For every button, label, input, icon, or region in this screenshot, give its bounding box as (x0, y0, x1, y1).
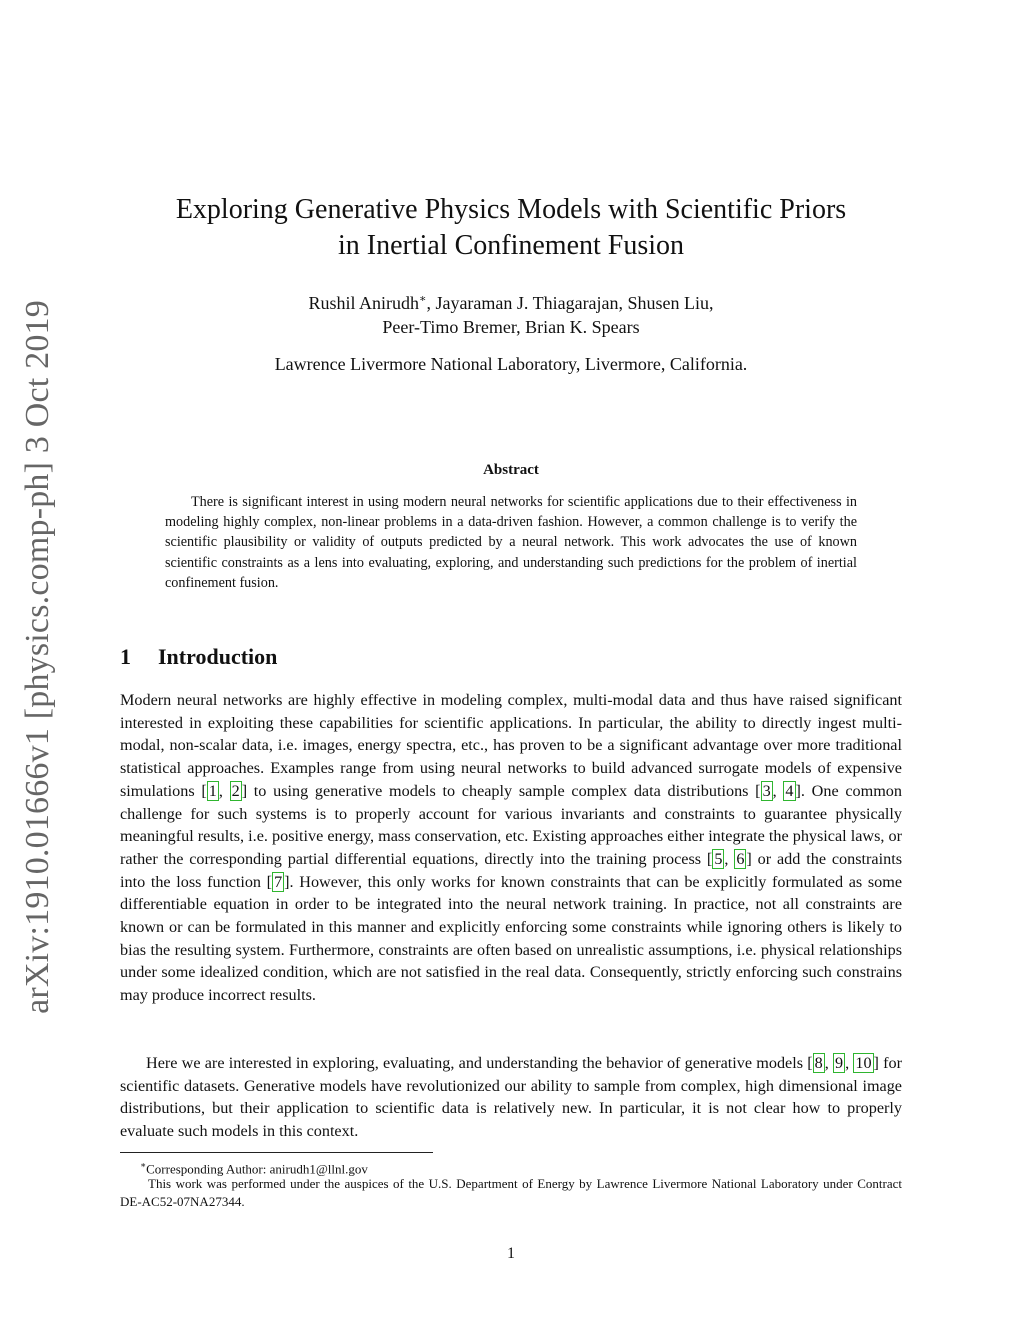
paper-title (120, 192, 902, 264)
text-run: , (824, 1054, 833, 1072)
text-run: ] to using generative models to cheaply sample complex data distributions [ (241, 781, 761, 800)
title-line-1: Exploring Generative Physics Models with Scientific Priors (175, 194, 847, 225)
section-heading (120, 643, 277, 671)
citation-link[interactable]: 4 (785, 781, 794, 800)
footnote-text: Corresponding Author: anirudh1@llnl.gov (146, 1161, 368, 1177)
citation-link[interactable]: 6 (736, 849, 745, 868)
author-line-2: Peer-Timo Bremer, Brian K. Spears (382, 317, 640, 337)
text-run: , (218, 781, 230, 800)
citation-link[interactable]: 10 (855, 1054, 872, 1072)
author-first: Rushil Anirudh (308, 293, 419, 313)
arxiv-stamp (10, 300, 66, 1014)
author-rest-line-1: , Jayaraman J. Thiagarajan, Shusen Liu, (426, 293, 714, 313)
intro-paragraph-1 (120, 689, 902, 1007)
footnote-divider (120, 1152, 433, 1153)
text-run: ] for scientific datasets. Generative models have revolutionized our ability to sample from complex, high dimensional image distributions, but their application to scientific data is relatively new. In particular, it is not clear how to properly evaluate such models in this context. (120, 1054, 903, 1141)
abstract-heading: Abstract (483, 462, 539, 478)
page-number: 1 (507, 1245, 515, 1262)
footnote-funding: This work was performed under the auspices of the U.S. Department of Energy by Lawrence Livermore National Laboratory under Contract DE-AC52-07NA27344. (120, 1176, 902, 1209)
text-run: ]. However, this only works for known constraints that can be explicitly formulated as some differentiable equation in order to be integrated into the neural network training. In practice, not all constraints are known or can be formulated in this manner and explicitly enforcing some constraints while ignoring others is likely to bias the resulting system. Furthermore, constraints are often based on unrealistic assumptions, i.e. physical relationships under some idealized condition, which are not satisfied in the real data. Consequently, strictly enforcing such constrains may produce incorrect results. (120, 872, 903, 1005)
section-title: Introduction (158, 644, 278, 669)
text-run: ] or add the constraints into the loss function [ (120, 849, 902, 891)
text-run: Here we are interested in exploring, evaluating, and understanding the behavior of generative models [ (146, 1054, 813, 1072)
section-number: 1 (120, 644, 131, 669)
citation-link[interactable]: 1 (208, 781, 217, 800)
citation-link[interactable]: 5 (714, 849, 723, 868)
affiliation: Lawrence Livermore National Laboratory, Livermore, California. (274, 354, 748, 374)
citation-link[interactable]: 3 (762, 781, 771, 800)
citation-link[interactable]: 2 (231, 781, 240, 800)
title-line-2: in Inertial Confinement Fusion (337, 230, 685, 261)
text-run: , (845, 1054, 854, 1072)
text-run: , (772, 781, 784, 800)
author-footnote-mark[interactable]: ∗ (418, 293, 427, 305)
citation-link[interactable]: 7 (274, 872, 283, 891)
text-run: , (724, 849, 735, 868)
text-run: Modern neural networks are highly effective in modeling complex, multi-modal data and thus have raised significant interested in exploiting these capabilities for scientific applications. In particular, the ability to directly ingest multi-modal, non-scalar data, i.e. images, energy spectra, etc., has proven to be a significant advantage over more traditional statistical approaches. Examples range from using neural networks to build advanced surrogate models of expensive simulations [ (120, 691, 902, 800)
text-run: ]. One common challenge for such systems is to properly account for various invariants and constraints to guarantee physically meaningful results, i.e. positive energy, mass conservation, etc. Existing approaches either integrate the physical laws, or rather the corresponding partial differential equations, directly into the training process [ (120, 781, 902, 868)
author-list (120, 287, 902, 339)
arxiv-stamp-text: arXiv:1910.01666v1 [physics.comp-ph] 3 Oct 2019 (19, 300, 57, 1014)
citation-link[interactable]: 8 (814, 1054, 823, 1072)
citation-link[interactable]: 9 (835, 1054, 844, 1072)
intro-paragraph-2 (120, 1052, 902, 1143)
abstract-body: There is significant interest in using modern neural networks for scientific applications due to their effectiveness in modeling highly complex, non-linear problems in a data-driven fashion. However, a common challenge is to verify the scientific plausibility or validity of outputs predicted by a neural network. This work advocates the use of known scientific constraints as a lens into evaluating, exploring, and understanding such predictions for the problem of inertial confinement fusion. (165, 494, 857, 591)
footnote-mark: ∗ (140, 1160, 147, 1170)
